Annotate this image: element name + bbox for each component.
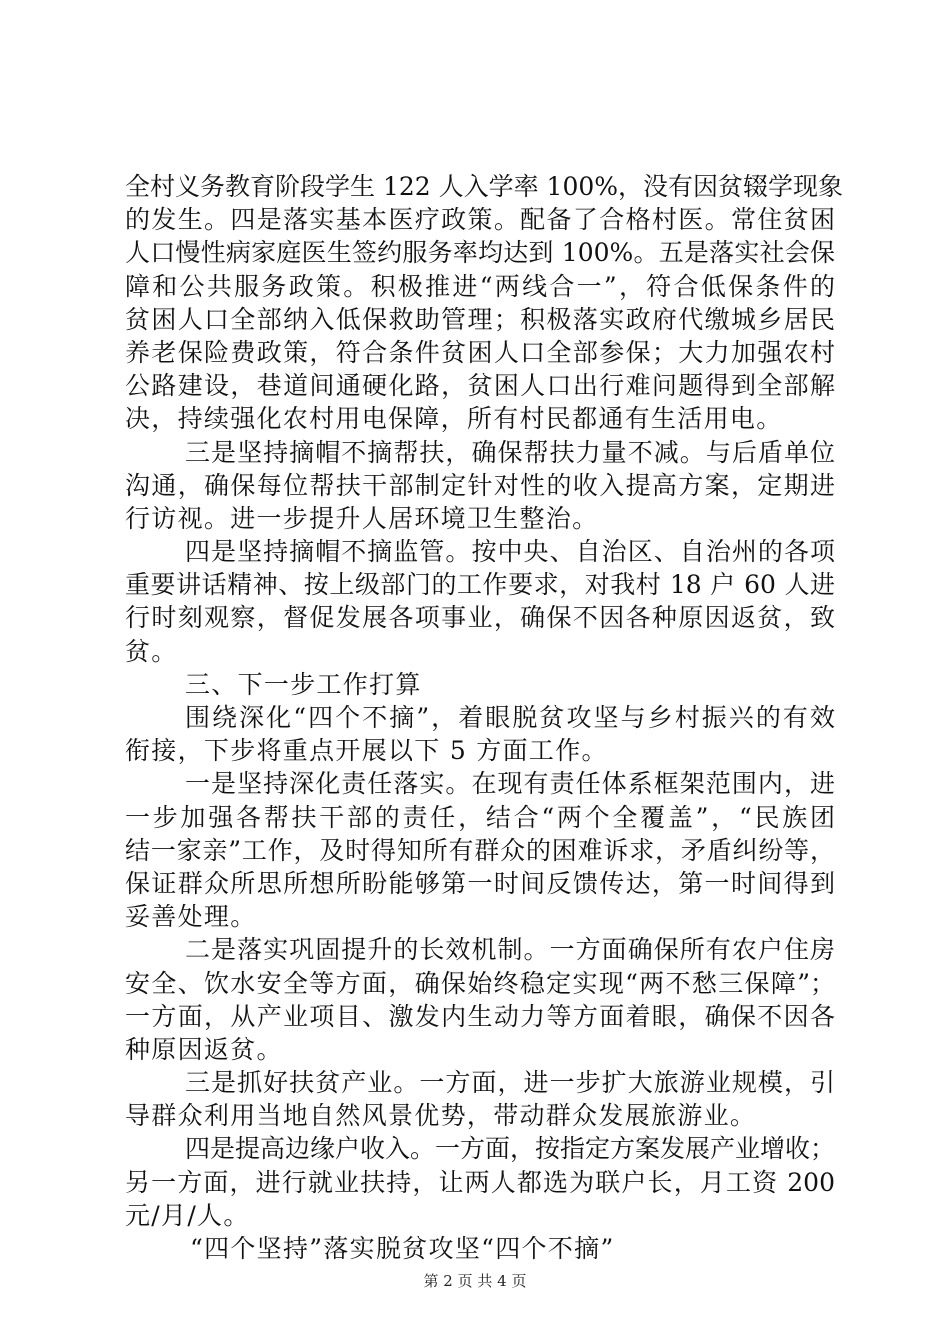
text-line: 衔接，下步将重点开展以下 5 方面工作。 (125, 736, 608, 766)
text-line: 决，持续强化农村用电保障，所有村民都通有生活用电。 (125, 404, 783, 434)
text-line: “四个坚持”落实脱贫攻坚“四个不摘” (190, 1234, 615, 1263)
text-line: 结一家亲”工作，及时得知所有群众的困难诉求，矛盾纠纷等， (125, 835, 835, 865)
text-line: 重要讲话精神、按上级部门的工作要求，对我村 18 户 60 人进 (125, 570, 835, 600)
text-line: 保证群众所思所想所盼能够第一时间反馈传达，第一时间得到 (125, 868, 835, 898)
document-body (125, 170, 844, 1265)
text-line: 贫。 (125, 636, 178, 666)
text-line: 另一方面，进行就业扶持，让两人都选为联户长，月工资 200 (125, 1167, 835, 1197)
text-line: 贫困人口全部纳入低保救助管理；积极落实政府代缴城乡居民 (125, 304, 835, 334)
text-line: 安全、饮水安全等方面，确保始终稳定实现“两不愁三保障”； (125, 968, 835, 998)
text-line: 一方面，从产业项目、激发内生动力等方面着眼，确保不因各 (125, 1001, 835, 1031)
text-line: 四是坚持摘帽不摘监管。按中央、自治区、自治州的各项 (185, 537, 835, 567)
text-line: 妥善处理。 (125, 902, 257, 932)
text-line: 四是提高边缘户收入。一方面，按指定方案发展产业增收； (185, 1134, 836, 1164)
page-footer: 第 2 页 共 4 页 (423, 1272, 527, 1290)
text-line: 二是落实巩固提升的长效机制。一方面确保所有农户住房 (185, 935, 835, 965)
text-line: 导群众利用当地自然风景优势，带动群众发展旅游业。 (125, 1101, 757, 1131)
text-line: 三、下一步工作打算 (185, 669, 422, 699)
text-line: 行访视。进一步提升人居环境卫生整治。 (125, 503, 599, 533)
text-line: 三是坚持摘帽不摘帮扶，确保帮扶力量不减。与后盾单位 (185, 437, 835, 467)
text-line: 三是抓好扶贫产业。一方面，进一步扩大旅游业规模，引 (185, 1068, 835, 1098)
text-line: 一步加强各帮扶干部的责任，结合“两个全覆盖”，“民族团 (125, 802, 835, 832)
text-line: 沟通，确保每位帮扶干部制定针对性的收入提高方案，定期进 (125, 470, 835, 500)
text-line: 养老保险费政策，符合条件贫困人口全部参保；大力加强农村 (125, 337, 835, 367)
text-line: 障和公共服务政策。积极推进“两线合一”，符合低保条件的 (125, 271, 835, 301)
text-line: 元/月/人。 (125, 1200, 250, 1230)
text-line: 行时刻观察，督促发展各项事业，确保不因各种原因返贫，致 (125, 603, 835, 633)
text-line: 全村义务教育阶段学生 122 人入学率 100%，没有因贫辍学现象 (125, 172, 844, 201)
text-line: 人口慢性病家庭医生签约服务率均达到 100%。五是落实社会保 (125, 238, 835, 268)
text-line: 公路建设，巷道间通硬化路，贫困人口出行难问题得到全部解 (125, 371, 835, 401)
text-line: 的发生。四是落实基本医疗政策。配备了合格村医。常住贫困 (125, 205, 835, 235)
text-line: 围绕深化“四个不摘”，着眼脱贫攻坚与乡村振兴的有效 (185, 703, 835, 732)
text-line: 种原因返贫。 (125, 1034, 283, 1064)
text-line: 一是坚持深化责任落实。在现有责任体系框架范围内，进 (185, 769, 835, 799)
